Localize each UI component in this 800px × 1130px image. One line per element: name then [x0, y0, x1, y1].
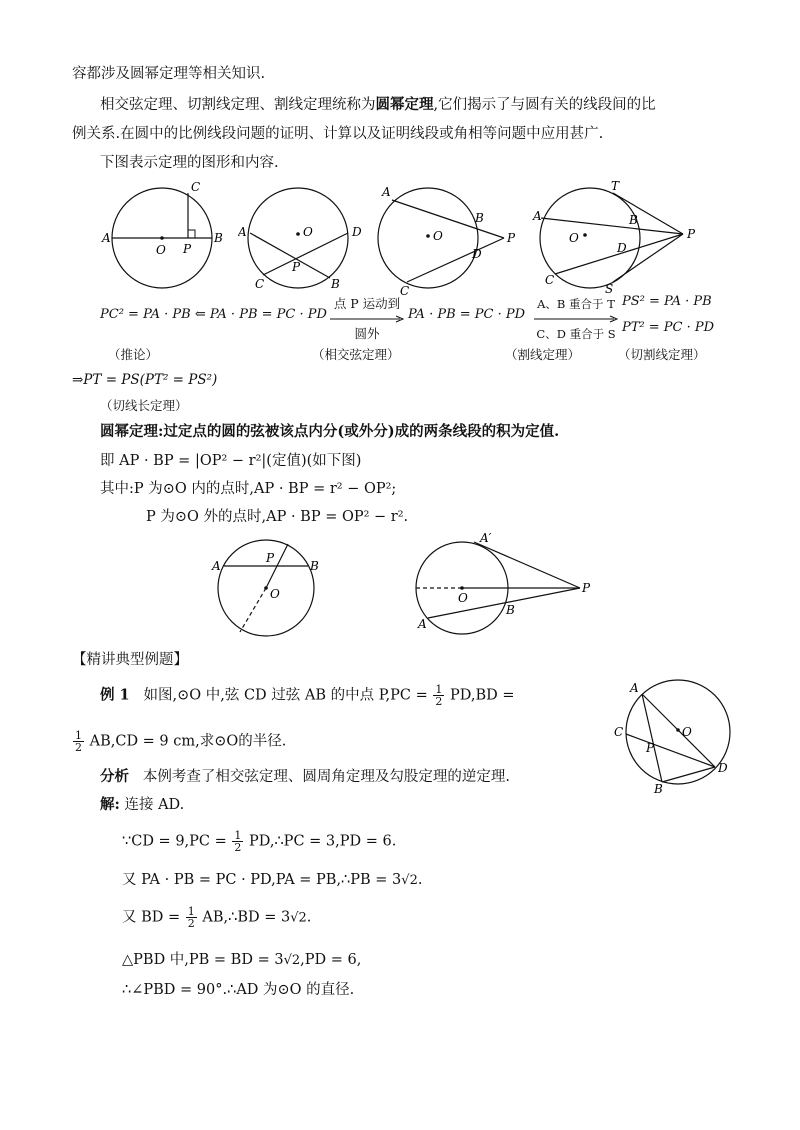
chain-eq-2: PA · PB = PC · PD	[408, 307, 526, 322]
solution-line-3	[122, 906, 311, 929]
figure-corollary	[100, 178, 230, 298]
sqrt-two: √2	[283, 953, 301, 968]
intro-line-2	[100, 95, 656, 115]
fig4-label-b: B	[629, 213, 638, 227]
figure-inner-point	[204, 536, 334, 640]
fig4-label-a: A	[533, 209, 542, 223]
fig5-radius-dashed	[240, 588, 266, 632]
caption-corollary: （推论）	[108, 347, 159, 362]
chain-eq-3b: PT² = PC · PD	[622, 320, 715, 335]
chain-arrow-1-top: 点 P 运动到	[333, 296, 401, 311]
fig6-tangent-a	[474, 542, 580, 588]
caption-intersecting: （相交弦定理）	[312, 347, 400, 362]
intro-line-4: 下图表示定理的图形和内容.	[100, 155, 279, 171]
fig7-chord-cd	[626, 734, 715, 767]
fig5-label-b: B	[310, 559, 319, 573]
fig6-label-p: P	[582, 581, 591, 595]
fraction-half: $\frac{1}{2}$	[234, 829, 242, 854]
example-line-1	[100, 684, 515, 707]
fig3-label-a: A	[382, 185, 391, 199]
fig6-secant	[428, 588, 580, 618]
sqrt-two: √2	[401, 873, 418, 888]
fig6-label-a: A	[418, 617, 427, 631]
fig1-label-a: A	[102, 231, 111, 245]
chain-eq-3a: PS² = PA · PB	[622, 294, 712, 309]
fig3-label-d: D	[472, 247, 482, 261]
fig1-label-o: O	[156, 243, 166, 257]
analysis-text: 本例考查了相交弦定理、圆周角定理及勾股定理的逆定理.	[142, 769, 510, 785]
fig1-label-p: P	[183, 242, 192, 256]
solution-step-1a: ∵CD = 9,PC =	[122, 833, 227, 850]
example-text-2: AB,CD = 9 cm,求⊙O的半径.	[89, 733, 287, 750]
caption-tangent-secant: （切割线定理）	[618, 347, 706, 362]
fig7-center	[676, 728, 680, 732]
section-title: 【精讲典型例题】	[72, 652, 188, 668]
fig1-center	[160, 236, 164, 240]
fig4-label-s: S	[605, 282, 614, 296]
fig7-label-a: A	[630, 681, 639, 695]
fig3-label-b: B	[475, 211, 484, 225]
sqrt-two: √2	[290, 910, 307, 926]
fig7-label-c: C	[614, 725, 624, 739]
fig5-label-o: O	[270, 587, 280, 601]
fig7-label-b: B	[654, 782, 663, 794]
fig3-label-p: P	[507, 231, 516, 245]
fig3-label-c: C	[400, 284, 410, 298]
example-line-2	[72, 730, 286, 753]
fig4-label-t: T	[611, 179, 620, 193]
fig2-label-b: B	[331, 277, 340, 291]
fig2-label-c: C	[255, 277, 265, 291]
solution-line-2	[122, 870, 422, 891]
caption-secant: （割线定理）	[505, 347, 581, 362]
fig4-label-c: C	[545, 273, 555, 287]
fraction-half: $\frac{1}{2}$	[75, 729, 82, 754]
chain-eq-1: PC² = PA · PB ⇐ PA · PB = PC · PD	[100, 307, 327, 322]
solution-step-3a: 又 BD =	[122, 909, 181, 926]
fig4-label-p: P	[687, 227, 696, 241]
figure-secants	[372, 178, 522, 298]
fig6-label-a-prime: A′	[480, 532, 492, 545]
solution-line-1	[122, 830, 396, 853]
fig4-center	[583, 233, 587, 237]
analysis	[100, 767, 510, 787]
chain-arrow-2-top: A、B 重合于 T	[537, 297, 615, 311]
fig7-circle	[626, 680, 730, 784]
fig6-center	[460, 586, 464, 590]
example-text-1a: 如图,⊙O 中,弦 CD 过弦 AB 的中点 P,PC =	[143, 687, 428, 704]
fig5-center	[264, 586, 268, 590]
solution-step-1b: PD,∴PC = 3,PD = 6.	[248, 833, 397, 850]
fig5-label-p: P	[266, 551, 275, 565]
intro-term: 圆幂定理	[375, 96, 434, 113]
chain-arrow-2-bottom: C、D 重合于 S	[536, 327, 616, 341]
tangent-length-line: ⇒PT = PS(PT² = PS²)	[72, 372, 218, 388]
chain-arrow-1-bottom: 圆外	[354, 326, 380, 341]
fig7-label-o: O	[682, 725, 692, 739]
intro-line-2-post: ,它们揭示了与圆有关的线段间的比	[433, 97, 656, 113]
fig2-label-p: P	[292, 260, 301, 274]
fig6-label-b: B	[506, 603, 515, 617]
fig1-right-angle	[188, 230, 195, 238]
intro-line-2-pre: 相交弦定理、切割线定理、割线定理统称为	[100, 97, 376, 113]
theorem-formula: 即 AP · BP = |OP² − r²|(定值)(如下图)	[100, 453, 362, 469]
chain-arrow-1	[330, 297, 404, 341]
solution-step-2a: 又 PA · PB = PC · PD,PA = PB,∴PB = 3	[122, 872, 402, 888]
chain-arrow-2	[534, 297, 618, 341]
fig7-chord-ab	[642, 694, 662, 782]
fig2-label-a: A	[238, 225, 247, 239]
solution-step-4a: △PBD 中,PB = BD = 3	[122, 952, 284, 968]
solution-step-2b: .	[417, 872, 423, 888]
figure-intersecting-chords	[238, 178, 368, 298]
fig3-secant-a	[392, 200, 504, 238]
intro-line-3: 例关系.在圆中的比例线段问题的证明、计算以及证明线段或角相等问题中应用甚广.	[72, 126, 604, 142]
fig6-label-o: O	[458, 591, 468, 605]
fig2-chord-ab	[250, 233, 330, 278]
theorem-statement: 圆幂定理:过定点的圆的弦被该点内分(或外分)成的两条线段的积为定值.	[100, 423, 560, 440]
solution-step-0: 连接 AD.	[124, 797, 185, 813]
fig4-circle	[540, 188, 640, 288]
theorem-outer: P 为⊙O 外的点时,AP · BP = OP² − r².	[146, 509, 409, 525]
solution-line-4	[122, 950, 361, 971]
solution-line-0	[100, 795, 184, 815]
arrow-right-icon	[534, 315, 618, 323]
fig4-label-o: O	[569, 231, 579, 245]
solution-step-3b: AB,∴BD = 3	[202, 909, 291, 926]
solution-step-3c: .	[306, 909, 312, 926]
fraction-half: $\frac{1}{2}$	[435, 683, 443, 708]
solution-step-4b: ,PD = 6,	[300, 952, 362, 968]
fig2-label-d: D	[352, 225, 362, 239]
fig4-secant-a	[541, 218, 683, 234]
intro-line-1: 容都涉及圆幂定理等相关知识.	[72, 66, 266, 82]
fig2-center	[296, 232, 300, 236]
fig7-label-d: D	[718, 761, 728, 775]
figure-example-1	[612, 672, 738, 794]
solution-label: 解:	[100, 796, 120, 813]
fig4-label-d: D	[617, 241, 627, 255]
arrow-right-icon	[330, 315, 404, 323]
fig1-label-b: B	[214, 231, 223, 245]
analysis-label: 分析	[100, 768, 129, 785]
fig5-label-a: A	[212, 559, 221, 573]
example-label: 例 1	[100, 686, 130, 704]
solution-line-5: ∴∠PBD = 90°.∴AD 为⊙O 的直径.	[122, 982, 355, 998]
fig7-label-p: P	[646, 741, 655, 755]
fig3-label-o: O	[433, 229, 443, 243]
example-text-1b: PD,BD =	[449, 687, 515, 704]
figure-outer-point	[410, 532, 600, 636]
fig3-center	[426, 234, 430, 238]
theorem-inner: 其中:P 为⊙O 内的点时,AP · BP = r² − OP²;	[100, 481, 397, 497]
fig1-label-c: C	[191, 180, 201, 194]
fig2-chord-cd	[263, 233, 348, 275]
caption-tangent-length: （切线长定理）	[100, 398, 188, 413]
fig3-secant-c	[407, 238, 504, 282]
figure-tangent-secant	[525, 178, 715, 298]
fraction-half: $\frac{1}{2}$	[187, 905, 195, 930]
fig2-label-o: O	[303, 225, 313, 239]
